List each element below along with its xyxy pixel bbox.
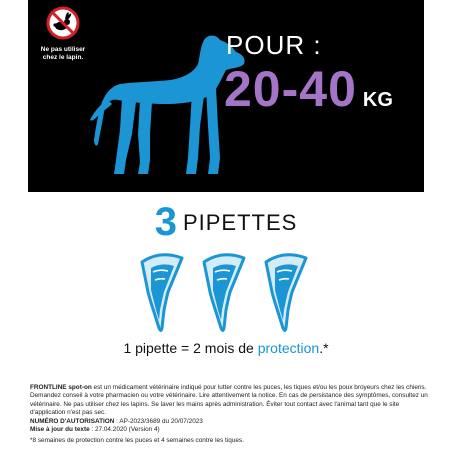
weight-range-value: 20-40: [224, 61, 357, 117]
weight-range: [224, 60, 393, 118]
pipette-icon: [204, 255, 244, 331]
warning-text-line1: Ne pas utiliser: [40, 46, 86, 53]
pipette-icon: [142, 255, 182, 331]
pipette-count-number: 3: [154, 200, 177, 244]
dosage-asterisk: .*: [319, 340, 329, 356]
warning-text: [40, 46, 86, 62]
legal-paragraph: [30, 384, 430, 418]
footnote: *8 semaines de protection contre les puces et 4 semaines contre les tiques.: [30, 437, 244, 445]
legal-body: est un médicament vétérinaire indiqué pour lutter contre les puces, les tiques et/ou les poux broyeurs chez les chiens. Demandez conseil à votre pharmacien ou votre vétérinaire. Lire attentivement la notice. En cas de persistance des symptômes, consultez un vétérinaire. Ne pas utiliser chez les lapins. Se laver les mains après administration. Éviter tout contact avec l'animal tant que le site d'application n'est pas sec.: [30, 384, 428, 417]
pipette-count: [0, 200, 452, 245]
rabbit-warning: [40, 6, 86, 62]
brand-name: FRONTLINE spot-on: [30, 384, 92, 391]
for-label: POUR :: [226, 30, 322, 60]
product-banner: [28, 0, 424, 192]
warning-text-line2: chez le lapin.: [42, 54, 84, 61]
dosage-info: [0, 340, 452, 356]
no-rabbit-icon: [46, 6, 80, 40]
text-update: [30, 426, 430, 434]
authorization: [30, 418, 430, 426]
pipette-count-label: PIPETTES: [182, 209, 298, 235]
authorization-label: NUMÉRO D'AUTORISATION: [30, 417, 115, 425]
legal-notice: [30, 384, 430, 446]
dosage-text: 1 pipette = 2 mois de: [123, 340, 258, 356]
weight-unit: KG: [362, 89, 393, 111]
dosage-highlight: protection: [257, 340, 320, 356]
authorization-value: : AP-2023/3689 du 20/07/2023: [114, 417, 203, 425]
pipettes-illustration: [138, 248, 318, 336]
update-value: : 27.04.2020 (Version 4): [89, 426, 160, 434]
update-label: Mise à jour du texte: [30, 426, 90, 434]
pipette-icon: [266, 255, 306, 331]
